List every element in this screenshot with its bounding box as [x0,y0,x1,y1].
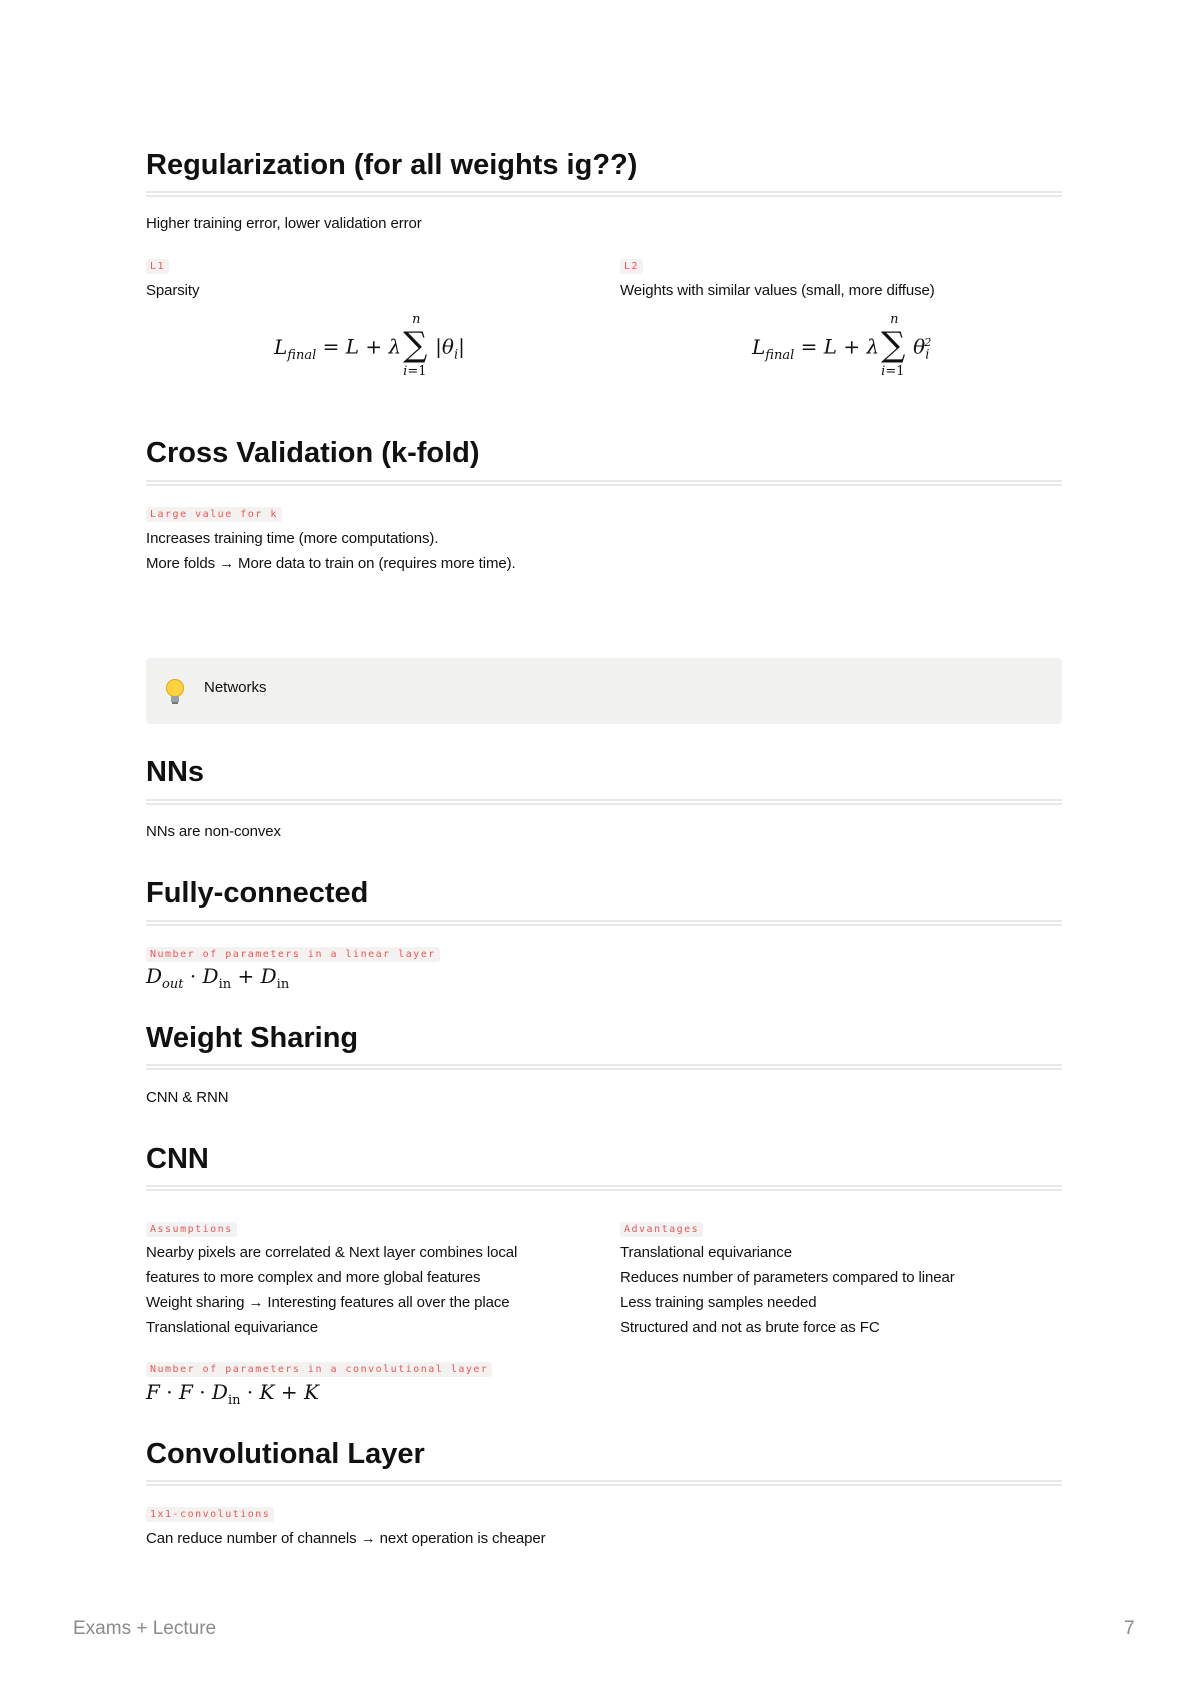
callout-text: Networks [204,679,267,696]
list-item: Less training samples needed [620,1294,817,1311]
l2-formula: $L_{final} = L + \lambda$ n ∑ i=1 $\theta_i^2$ [752,312,932,379]
conv-1x1-tag: 1x1-convolutions [146,1507,274,1522]
l2-tag: L2 [620,259,643,274]
heading-divider [146,1480,1062,1486]
heading-divider [146,1185,1062,1191]
cv-tag: Large value for k [146,507,282,522]
list-item: Translational equivariance [146,1319,318,1336]
heading-divider [146,1064,1062,1070]
heading-divider [146,480,1062,486]
heading-fully-connected: Fully-connected [146,877,369,909]
fc-params-tag: Number of parameters in a linear layer [146,947,440,962]
l1-formula: $L_{final} = L + \lambda$ n ∑ i=1 $|\theta_i|$ [274,312,465,379]
heading-divider [146,799,1062,805]
fc-params-formula: $D_{out} \cdot D_{in} + D_{in}$ [146,964,290,992]
footer-title: Exams + Lecture [73,1618,217,1639]
cnn-params-tag: Number of parameters in a convolutional layer [146,1362,492,1377]
nns-text: NNs are non-convex [146,823,281,840]
heading-divider [146,920,1062,926]
cv-line-2: More folds → More data to train on (requires more time). [146,555,516,572]
heading-convolutional-layer: Convolutional Layer [146,1438,425,1470]
list-item: Structured and not as brute force as FC [620,1319,880,1336]
list-item: features to more complex and more global features [146,1269,481,1286]
list-item: Translational equivariance [620,1244,792,1261]
l1-text: Sparsity [146,282,200,299]
cv-line-1: Increases training time (more computations). [146,530,439,547]
heading-cross-validation: Cross Validation (k-fold) [146,437,480,469]
lightbulb-icon [164,678,186,713]
l1-tag: L1 [146,259,169,274]
heading-cnn: CNN [146,1143,209,1175]
cnn-params-formula: $F \cdot F \cdot D_{in} \cdot K + K$ [146,1380,319,1408]
l2-text: Weights with similar values (small, more diffuse) [620,282,935,299]
weight-sharing-text: CNN & RNN [146,1089,229,1106]
list-item: Weight sharing → Interesting features all over the place [146,1294,510,1311]
heading-regularization: Regularization (for all weights ig??) [146,149,638,181]
heading-divider [146,191,1062,197]
heading-weight-sharing: Weight Sharing [146,1022,359,1054]
cnn-advantages-tag: Advantages [620,1222,703,1237]
callout-networks [146,658,1062,724]
cnn-assumptions-tag: Assumptions [146,1222,237,1237]
page-number: 7 [1124,1618,1135,1639]
regularization-intro: Higher training error, lower validation error [146,215,422,232]
conv-layer-text: Can reduce number of channels → next operation is cheaper [146,1530,546,1547]
list-item: Nearby pixels are correlated & Next layer combines local [146,1244,518,1261]
list-item: Reduces number of parameters compared to linear [620,1269,955,1286]
heading-nns: NNs [146,756,205,788]
